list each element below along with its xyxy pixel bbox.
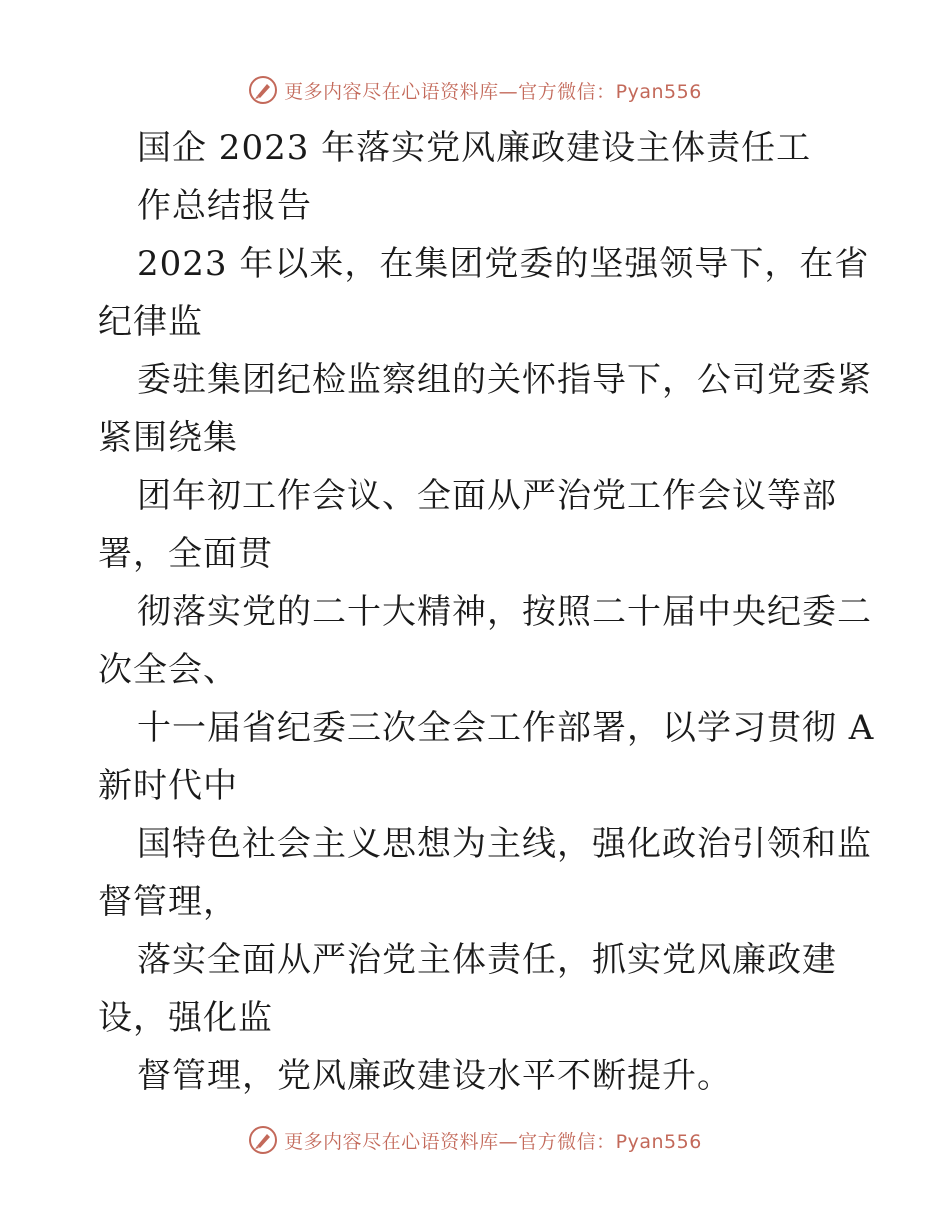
paragraph-line: 设，强化监: [98, 998, 273, 1038]
watermark-text: [284, 77, 702, 104]
paragraph-line: 纪律监: [98, 302, 203, 342]
paragraph-line: 次全会、: [98, 650, 238, 690]
paragraph-line: 委驻集团纪检监察组的关怀指导下，公司党委紧: [137, 360, 872, 400]
watermark-contact-text: 官方微信：Pyan556: [518, 80, 702, 103]
header-watermark-banner: [0, 70, 950, 110]
paragraph-line: 署，全面贯: [98, 534, 273, 574]
paragraph-line: 新时代中: [98, 766, 238, 806]
watermark-site-text: 更多内容尽在心语资料库: [284, 80, 499, 103]
watermark-separator: —: [498, 80, 519, 103]
paragraph-line: 彻落实党的二十大精神，按照二十届中央纪委二: [137, 592, 872, 632]
watermark-separator: —: [498, 1130, 519, 1153]
paragraph-line: 紧围绕集: [98, 418, 238, 458]
paragraph-line: 落实全面从严治党主体责任，抓实党风廉政建: [137, 940, 837, 980]
paragraph-line: 团年初工作会议、全面从严治党工作会议等部: [137, 476, 837, 516]
watermark-site-text: 更多内容尽在心语资料库: [284, 1130, 499, 1153]
paragraph-line: 国特色社会主义思想为主线，强化政治引领和监: [137, 824, 872, 864]
watermark-text: [284, 1127, 702, 1154]
pen-nib-logo-icon: [248, 1125, 278, 1155]
watermark-contact-text: 官方微信：Pyan556: [518, 1130, 702, 1153]
footer-watermark-banner: [0, 1120, 950, 1160]
document-title-line-1: 国企 2023 年落实党风廉政建设主体责任工: [137, 128, 812, 168]
paragraph-line: 十一届省纪委三次全会工作部署，以学习贯彻 A: [137, 708, 875, 748]
paragraph-line: 督管理，: [98, 882, 238, 922]
paragraph-line: 督管理，党风廉政建设水平不断提升。: [137, 1056, 732, 1096]
document-title-line-2: 作总结报告: [137, 186, 312, 226]
pen-nib-logo-icon: [248, 75, 278, 105]
paragraph-line: 2023 年以来，在集团党委的坚强领导下，在省: [137, 244, 870, 284]
